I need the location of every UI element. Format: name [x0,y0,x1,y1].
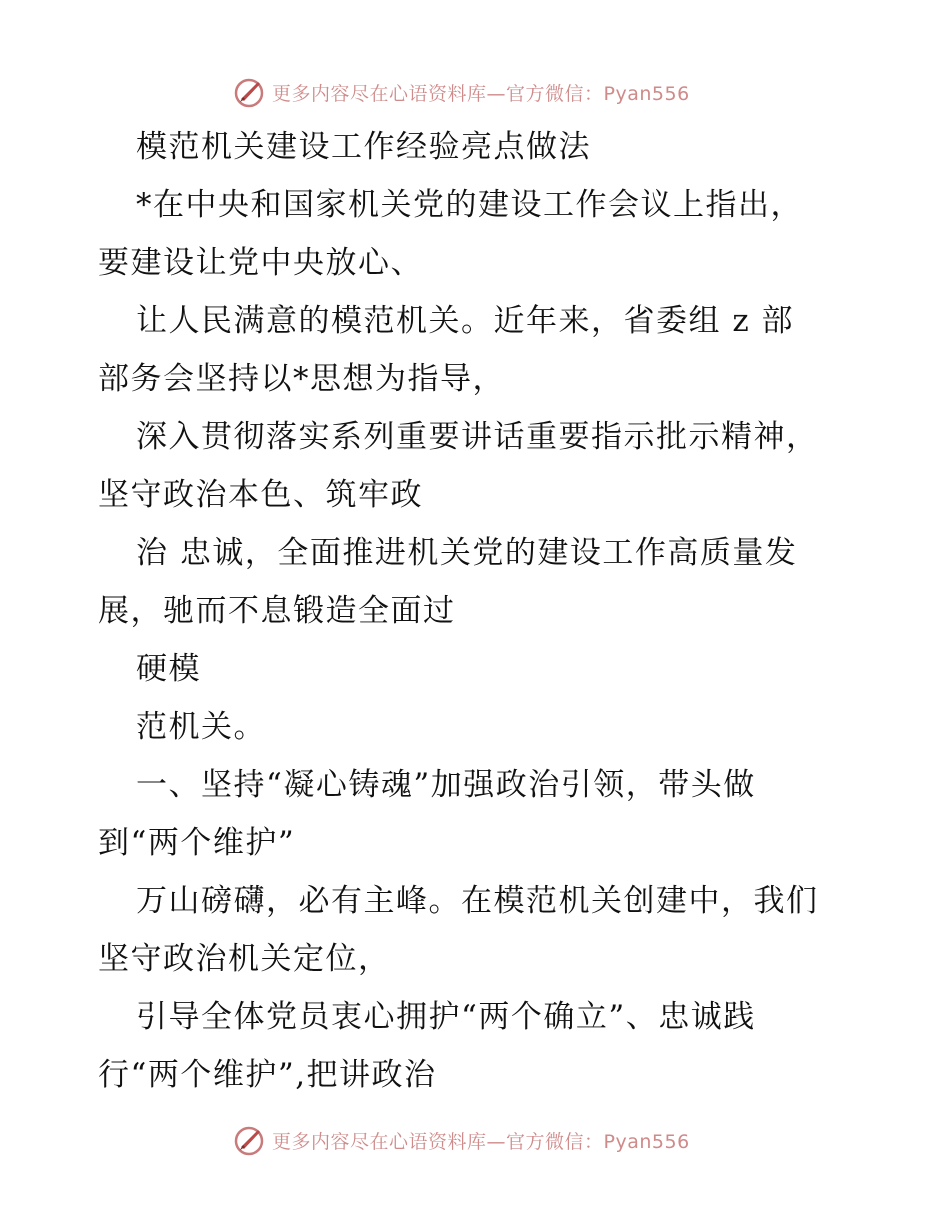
text-line: 范机关。 [136,709,266,745]
text-line: *在中央和国家机关党的建设工作会议上指出， [136,187,803,223]
text-line: 引导全体党员衷心拥护“两个确立”、忠诚践 [136,999,756,1035]
text-line: 部务会坚持以*思想为指导， [98,361,505,397]
watermark-text: 更多内容尽在心语资料库—官方微信：Pyan556 [272,1130,690,1153]
watermark-footer [232,1120,690,1160]
quill-logo-icon [232,1123,266,1157]
section-heading-cont: 到“两个维护” [98,825,296,861]
text-line: 深入贯彻落实系列重要讲话重要指示批示精神， [136,419,819,455]
document-title: 模范机关建设工作经验亮点做法 [136,129,591,165]
text-line: 万山磅礴，必有主峰。在模范机关创建中，我们 [136,883,819,919]
text-line: 展，驰而不息锻造全面过 [98,593,456,629]
document-body [98,118,858,1104]
text-line: 要建设让党中央放心、 [98,245,423,281]
text-line: 让人民满意的模范机关。近年来，省委组 z 部 [136,303,795,339]
watermark-header [232,72,690,112]
text-line: 治 忠诚，全面推进机关党的建设工作高质量发 [136,535,798,571]
text-line: 坚守政治本色、筑牢政 [98,477,423,513]
watermark-text: 更多内容尽在心语资料库—官方微信：Pyan556 [272,82,690,105]
text-line: 行“两个维护”,把讲政治 [98,1057,437,1093]
section-heading: 一、坚持“凝心铸魂”加强政治引领，带头做 [136,767,756,803]
quill-logo-icon [232,75,266,109]
text-line: 坚守政治机关定位， [98,941,391,977]
text-line: 硬模 [136,651,201,687]
